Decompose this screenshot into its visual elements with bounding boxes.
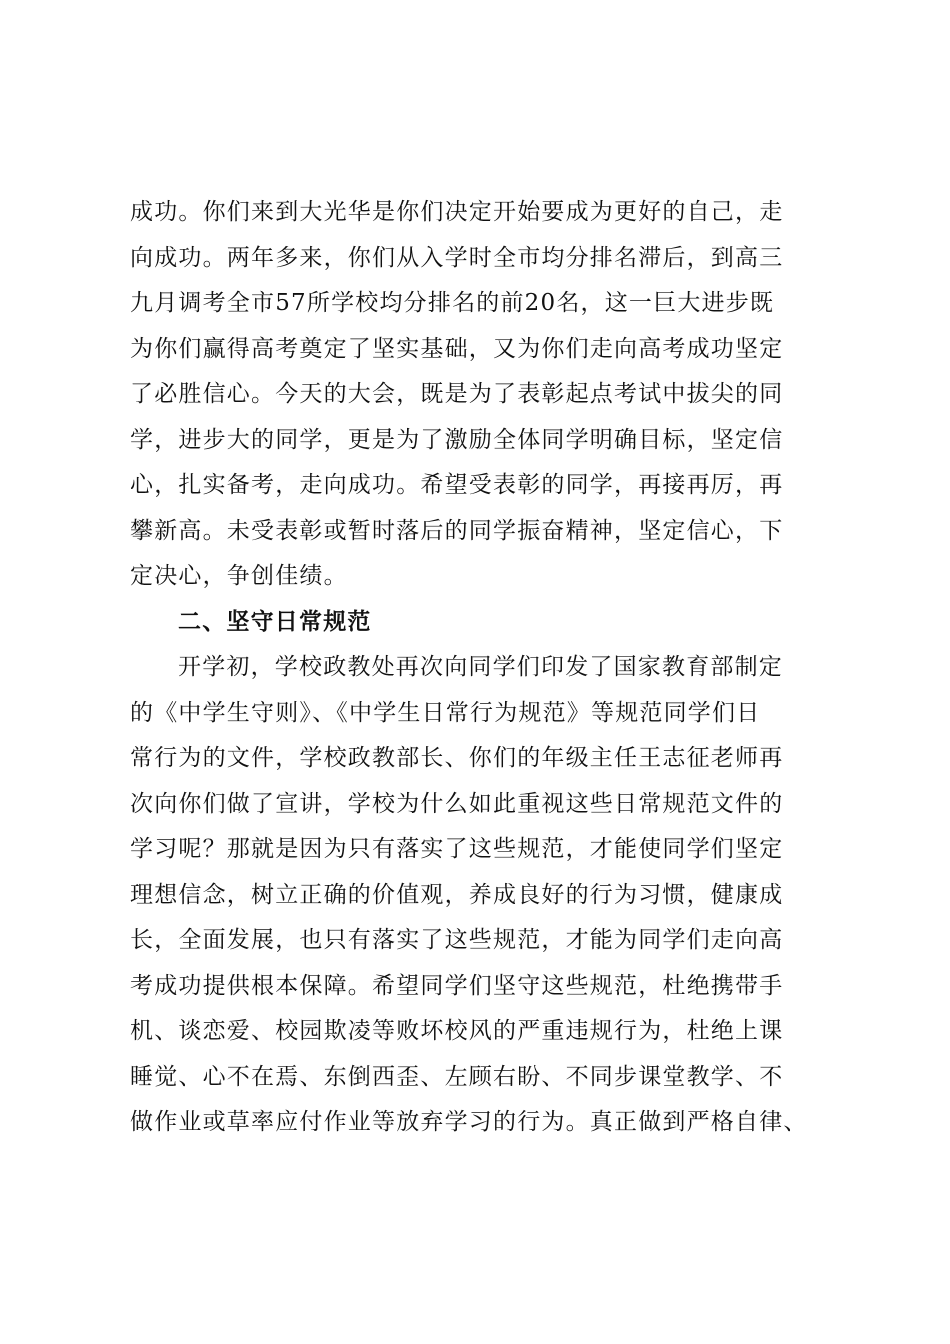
paragraph-2-line: 理想信念，树立正确的价值观，养成良好的行为习惯，健康成 [130,881,784,908]
paragraph-1-line: 定决心，争创佳绩。 [130,563,348,589]
paragraph-2-line: 长，全面发展，也只有落实了这些规范，才能为同学们走向高 [130,927,784,953]
section-heading: 二、坚守日常规范 [178,608,372,635]
body-text [130,190,842,1146]
paragraph-2-line: 做作业或草率应付作业等放弃学习的行为。真正做到严格自律、 [130,1109,808,1135]
paragraph-1-line: 攀新高。未受表彰或暂时落后的同学振奋精神，坚定信心，下 [130,517,784,544]
paragraph-1-line: 了必胜信心。今天的大会，既是为了表彰起点考试中拔尖的同 [130,381,784,407]
paragraph-1-line: 学，进步大的同学，更是为了激励全体同学明确目标，坚定信 [130,426,784,453]
paragraph-2-line: 机、谈恋爱、校园欺凌等败坏校风的严重违规行为，杜绝上课 [130,1018,784,1044]
paragraph-2-line: 考成功提供根本保障。希望同学们坚守这些规范，杜绝携带手 [130,972,784,999]
paragraph-1-line: 成功。你们来到大光华是你们决定开始要成为更好的自己，走 [130,199,784,225]
paragraph-1-line: 九月调考全市57所学校均分排名的前20名，这一巨大进步既 [130,290,775,316]
paragraph-2-line: 睡觉、心不在焉、东倒西歪、左顾右盼、不同步课堂教学、不 [130,1063,784,1090]
paragraph-2-line: 的《中学生守则》、《中学生日常行为规范》等规范同学们日 [130,699,761,726]
paragraph-2-line: 次向你们做了宣讲，学校为什么如此重视这些日常规范文件的 [130,790,784,817]
paragraph-1-line: 向成功。两年多来，你们从入学时全市均分排名滞后，到高三 [130,244,784,271]
paragraph-1-line: 心，扎实备考，走向成功。希望受表彰的同学，再接再厉，再 [130,472,784,498]
paragraph-2-line: 常行为的文件，学校政教部长、你们的年级主任王志征老师再 [130,745,784,771]
paragraph-1-line: 为你们赢得高考奠定了坚实基础，又为你们走向高考成功坚定 [130,335,784,362]
paragraph-2-line: 学习呢？那就是因为只有落实了这些规范，才能使同学们坚定 [130,836,784,862]
paragraph-2-line: 开学初，学校政教处再次向同学们印发了国家教育部制定 [178,654,783,680]
